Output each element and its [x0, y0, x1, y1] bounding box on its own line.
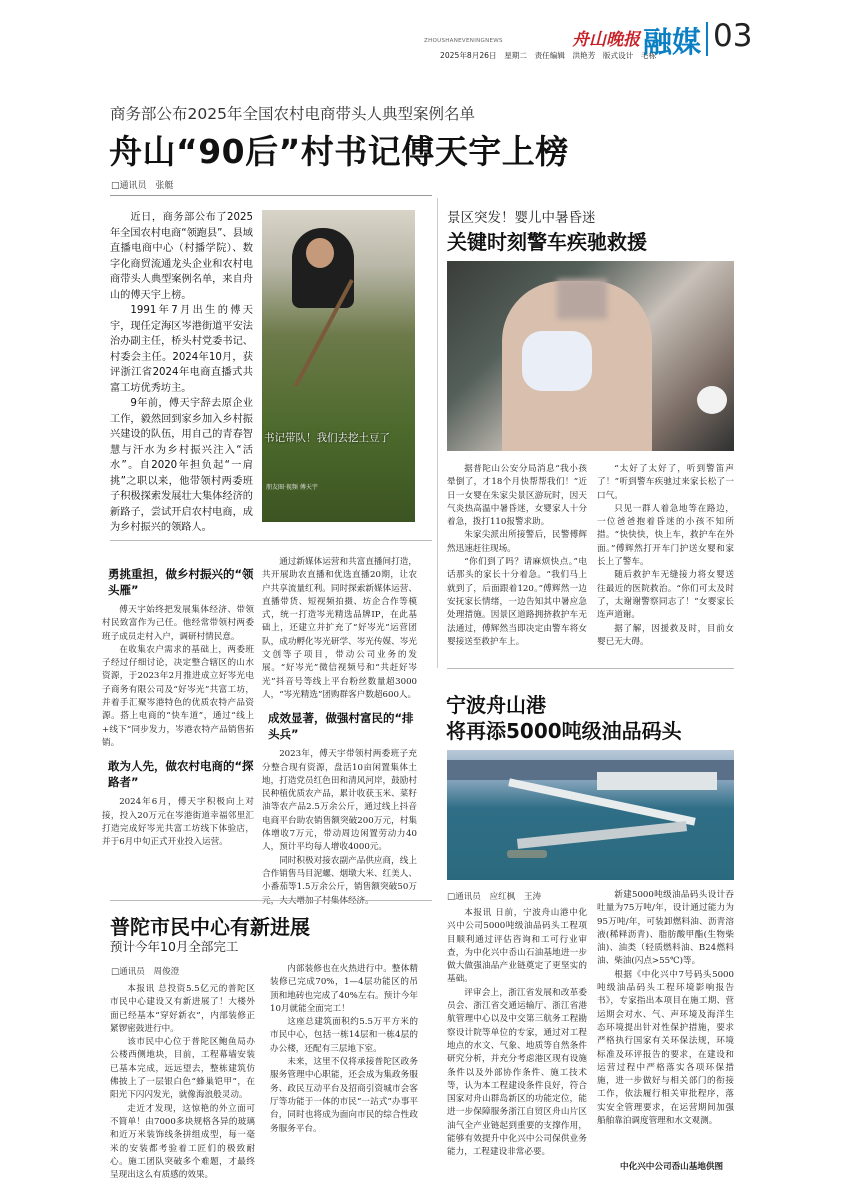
photo-subcaption: 朋友圈·视频 傅天宇 [266, 484, 318, 491]
body-paragraph: 据了解，因援救及时，目前女婴已无大碍。 [597, 623, 734, 647]
police-photo [447, 261, 734, 451]
police-headline: 关键时刻警车疾驰救援 [447, 230, 647, 254]
port-col-1 [447, 907, 587, 1182]
body-paragraph: 新建5000吨级油品码头设计吞吐量为75万吨/年，设计通过能力为95万吨/年，可装卸燃料油、沥青溶液(稀释沥青)、脂肪酸甲酯(生物柴油)、油类（轻质燃料油、B24燃料油、柴油(闪点>55℃)等。 [597, 890, 734, 967]
body-paragraph: 这座总建筑面积约5.5万平方米的市民中心，包括一栋14层和一栋4层的办公楼，还配有三层地下室。 [270, 1017, 418, 1054]
oil-tanks [597, 772, 717, 790]
body-paragraph: 未来，这里不仅将承接普陀区政务服务管理中心职能，还会成为集政务服务、政民互动平台及招商引资城市会客厅等功能于一体的市民“一站式”办事平台，同时也将成为面向市民的综合性政务服务平台。 [270, 1057, 418, 1134]
section-heading: 勇挑重担，做乡村振兴的“领头雁” [108, 567, 254, 597]
lead-headline: 舟山“90后”村书记傅天宇上榜 [109, 132, 569, 171]
port-photo [447, 750, 734, 880]
body-paragraph: 走近才发现，这惊艳的外立面可不简单！由7000多块规格各异的玻璃和近万米装饰线条拼组成型，每一毫米的安装都考验着工匠们的极致耐心。施工团队突破多个难题，才最终呈现出这么有质感的效果。 [110, 1103, 255, 1181]
dog [697, 386, 727, 414]
body-paragraph: 只见一群人着急地等在路边，一位爸爸抱着昏迷的小孩不知所措。“快快快，快上车，救护车在外面。”傅辉然打开车门护送女婴和家长上了警车。 [597, 503, 734, 568]
port-col-2 [597, 889, 734, 1159]
lead-photo [262, 210, 415, 522]
lead-byline: □通讯员 张艇 [111, 181, 174, 191]
putuo-headline: 普陀市民中心有新进展 [110, 915, 310, 939]
body-paragraph: 2023年，傅天宇带领村两委班子充分整合现有资源，盘活10亩闲置集体土地，打造党员红色田和清风河岸，鼓励村民种植优质农产品，累计收获玉米、菜籽油等农产品2.5万余公斤，通过线上抖音电商平台助农销售额突破200万元，村集体增收7万元，带动周边闲置劳动力40人，预计平均每人增收4000元。 [262, 749, 417, 853]
body-paragraph: 本报讯 日前，宁波舟山港中化兴中公司5000吨级油品码头工程项目顺利通过评估咨询和工可行业审查，为中化兴中岙山石油基地进一步做大做强油品产业链奠定了更坚实的基础。 [447, 908, 587, 985]
paper-logo: 舟山晚报 [572, 30, 640, 50]
body-paragraph: 傅天宇始终把发展集体经济、带领村民致富作为己任。他经常带领村两委班子成员走村入户，调研村情民意。 [102, 605, 254, 642]
body-paragraph: 随后救护车无缝接力将女婴送往最近的医院救治。“你们可太及时了，太谢谢警察同志了！”女婴家长连声道谢。 [597, 570, 734, 621]
page-number: 03 [713, 18, 753, 54]
police-col-1 [447, 463, 587, 663]
port-headline-1: 宁波舟山港 [446, 693, 546, 717]
body-paragraph: 据普陀山公安分局消息“我小孩晕倒了，才18个月快帮帮我们！”近日一女婴在朱家尖景区游玩时，因天气炎热高温中暑昏迷，女婴家人十分着急，拨打110报警求助。 [447, 464, 587, 528]
masthead-pinyin: ZHOUSHANEVENINGNEWS [424, 38, 503, 44]
body-paragraph: 同时积极对接农副产品供应商，线上合作销售马目泥螺、烟墩大米、红美人、小番茄等1.5万余公斤，销售额突破50万 [262, 855, 417, 893]
putuo-subhead: 预计今年10月全部完工 [110, 939, 239, 954]
intro-paragraph: 近日，商务部公布了2025年全国农村电商“领跑县”、县域直播电商中心（村播学院）、数字化商贸流通龙头企业和农村电商带头人典型案例名单，来自舟山的傅天宇上榜。 [110, 212, 253, 301]
lead-col-2 [262, 556, 417, 896]
port-photo-credit: 中化兴中公司岙山基地供图 [620, 1162, 724, 1172]
lead-intro [110, 210, 253, 536]
body-paragraph: 通过新媒体运营和共富直播间打造，共开展助农直播和优选直播20期，让农户共享流量红利。同时探索新媒体运营、直播带货、短视频拍摄、坊企合作等模式，统一打造岑光精选品牌IP，在此基础上，还建立并扩充了“好岑光”运营团队，成功孵化岑光研学、岑光传媒、岑光文创等子项目，带动公司业务的发展。“好岑光”微信视频号和“共赶好岑光”抖音号等线上平台粉丝数量超3000人，“岑光精选”团购群客户数超600人。 [262, 557, 417, 700]
putuo-col-2 [270, 963, 418, 1183]
intro-paragraph: 9年前，傅天宇辞去原企业工作，毅然回到家乡加入乡村振兴建设的队伍，用自己的青春智慧与汗水为乡村振兴注入“活水”。自2020年担负起“一肩挑”之职以来，他带领村两委班子积极探索发展壮大集体经济的新路子，尝试开启农村电商，成为乡村振兴的领路人。 [110, 398, 253, 533]
body-paragraph: 内部装修也在火热进行中。整体精装修已完成70%，1—4层功能区的吊顶和地砖也完成了40%左右。预计今年10月就能全面完工！ [270, 964, 419, 1014]
tugboat [507, 850, 547, 858]
body-paragraph: 2024年6月，傅天宇积极向上对接，投入20万元在岑港街道幸福邻里汇打造完成好岑光共富工坊线下体验店，并于6月中旬正式开业投入运营。 [102, 797, 254, 848]
masthead-divider [706, 22, 708, 56]
police-kicker: 景区突发！婴儿中暑昏迷 [447, 210, 596, 226]
masthead-meta: 2025年8月26日 星期二 责任编辑 洪艳芳 版式设计 毛栋 [440, 51, 657, 60]
infant [522, 331, 592, 391]
putuo-col-1 [110, 983, 255, 1183]
body-paragraph: 评审会上，浙江省发展和改革委员会、浙江省交通运输厅、浙江省港航管理中心以及中交第三航务工程勘察设计院等单位的专家，通过对工程地点的水文、气象、地质等自然条件研究分析，并充分考虑港区现有设施条件以及外部协作条件、施工技术等，认为本工程建设条件良好，符合国家对舟山群岛新区的功能定位，能进一步保障服务浙江自贸区舟山片区油气全产业链起到重要的支撑作用，能够有效提升中化兴中公司保供业务能力，工程建设非常必要。 [447, 987, 587, 1158]
intro-paragraph: 1991年7月出生的傅天宇，现任定海区岑港街道平安法治办副主任，桥头村党委书记、村委会主任。2024年10月，获评浙江省2024年电商直播式共富工坊优秀坊主。 [110, 305, 253, 394]
blurred-face [557, 279, 607, 319]
lead-col-1 [102, 558, 254, 849]
body-paragraph: 在收集农户需求的基础上，两委班子经过仔细讨论，决定整合辖区的山水资源，于2023年2月推进成立好岑光电子商务有限公司及“好岑光”共富工坊，并着手汇聚岑港特色的优质农特产品资源。搭上电商的“快车道”，通过“线上+线下”同步发力，岑港农特产品销售拓销。 [102, 644, 254, 748]
lead-kicker: 商务部公布2025年全国农村电商带头人典型案例名单 [110, 105, 475, 123]
port-byline: □通讯员 应红枫 王涛 [447, 892, 542, 902]
body-paragraph: 朱家尖派出所接警后，民警傅辉然迅速赶往现场。 [447, 530, 587, 554]
body-paragraph: 该市民中心位于普陀区鲍鱼局办公楼西侧地块，目前，工程幕墙安装已基本完成，远远望去，整栋建筑仿佛披上了一层银白色“蜂巢铠甲”，在阳光下闪闪发光，就像海浪般灵动。 [110, 1037, 255, 1101]
section-heading: 成效显著，做强村富民的“排头兵” [268, 711, 414, 742]
trestle [517, 821, 687, 849]
police-col-2 [597, 463, 734, 663]
section-heading: 敢为人先，做农村电商的“探路者” [108, 759, 254, 790]
body-paragraph: 本报讯 总投资5.5亿元的普陀区市民中心建设又有新进展了！大楼外面已经基本“穿好新衣”，内部装修正紧锣密鼓进行中。 [110, 984, 255, 1034]
port-headline-2: 将再添5000吨级油品码头 [446, 719, 682, 743]
section-title: 融媒 [643, 25, 702, 59]
body-paragraph: 根据《中化兴中7号码头5000吨级油品码头工程环境影响报告书》，专家指出本项目在施工期、营运期会对水、气、声环境及海洋生态环境提出针对性保护措施，要求严格执行国家有关环保法规，环境标准及环评报告的要求，在建设和运营过程中严格落实各项环保措施，进一步做好与相关部门的衔接工作，依法履行相关审批程序，落实安全管理要求，在运营期间加强船舶靠泊调度管理和水文观测。 [597, 969, 734, 1127]
body-paragraph: “你们到了吗？请麻烦快点。”电话那头的家长十分着急。“我们马上就到了，后面跟着120。”傅辉然一边安抚家长情绪，一边告知其中暑应急处理措施。因景区道路拥挤救护车无法通过，傅辉然当即决定由警车将女婴接送至救护车上。 [447, 557, 587, 647]
putuo-byline: □通讯员 周俊澄 [111, 967, 180, 977]
body-paragraph: “太好了太好了，听到警笛声了！”听到警车疾驰过来家长松了一口气。 [597, 464, 734, 501]
photo-caption: 书记带队！我们去挖土豆了 [264, 432, 390, 444]
person-face [306, 238, 334, 268]
